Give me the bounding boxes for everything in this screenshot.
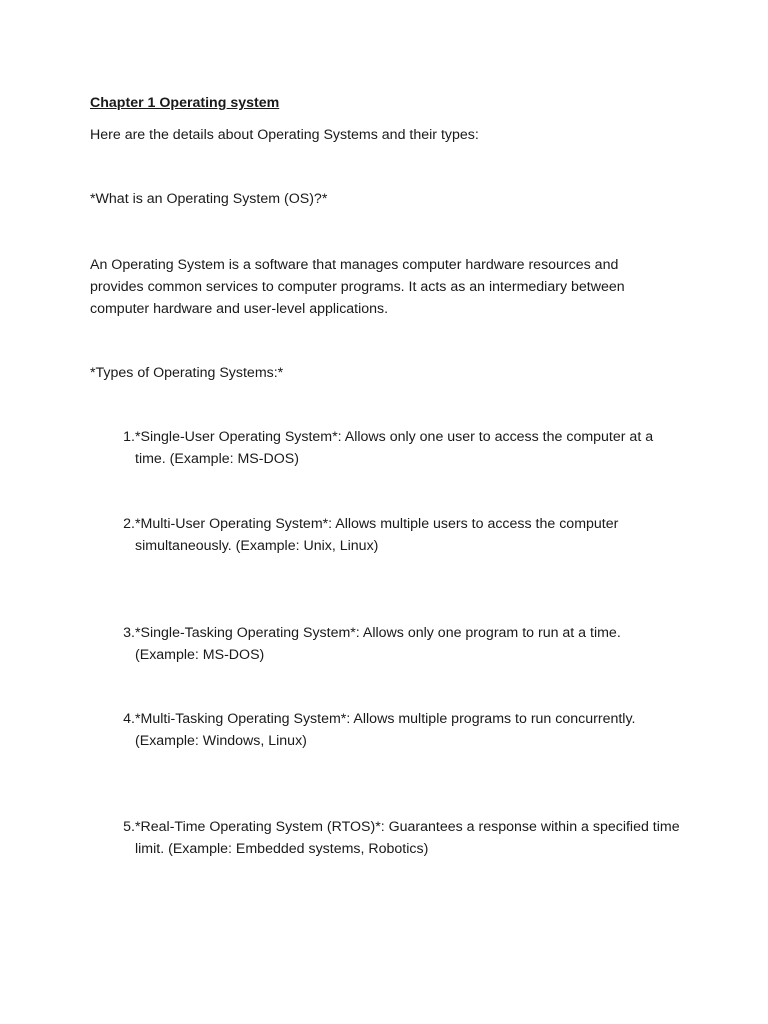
list-item [90,816,680,860]
chapter-title: Chapter 1 Operating system [90,95,280,111]
list-item-number: 2. [123,516,135,532]
definition-paragraph: An Operating System is a software that manages computer hardware resources and provides common services to computer programs. It acts as an intermediary between computer hardware and user-level applications. [90,257,625,317]
list-item [90,708,680,752]
types-heading: *Types of Operating Systems:* [90,365,284,381]
list-item-text: *Single-Tasking Operating System*: Allows only one program to run at a time. (Example: MS-DOS) [135,625,621,663]
list-item-number: 5. [123,819,135,835]
question-heading: *What is an Operating System (OS)?* [90,191,328,207]
list-item-number: 3. [123,625,135,641]
list-item-text: *Multi-Tasking Operating System*: Allows multiple programs to run concurrently. (Example: Windows, Linux) [135,711,636,749]
list-item [90,622,680,666]
list-item [90,513,680,557]
list-item-number: 1. [123,429,135,445]
intro-paragraph: Here are the details about Operating Systems and their types: [90,127,479,143]
list-item-text: *Real-Time Operating System (RTOS)*: Guarantees a response within a specified time limit. (Example: Embedded systems, Robotics) [135,819,680,857]
list-item-number: 4. [123,711,135,727]
list-item-text: *Single-User Operating System*: Allows only one user to access the computer at a time. (Example: MS-DOS) [135,429,654,467]
list-item [90,426,680,470]
list-item-text: *Multi-User Operating System*: Allows multiple users to access the computer simultaneously. (Example: Unix, Linux) [135,516,619,554]
